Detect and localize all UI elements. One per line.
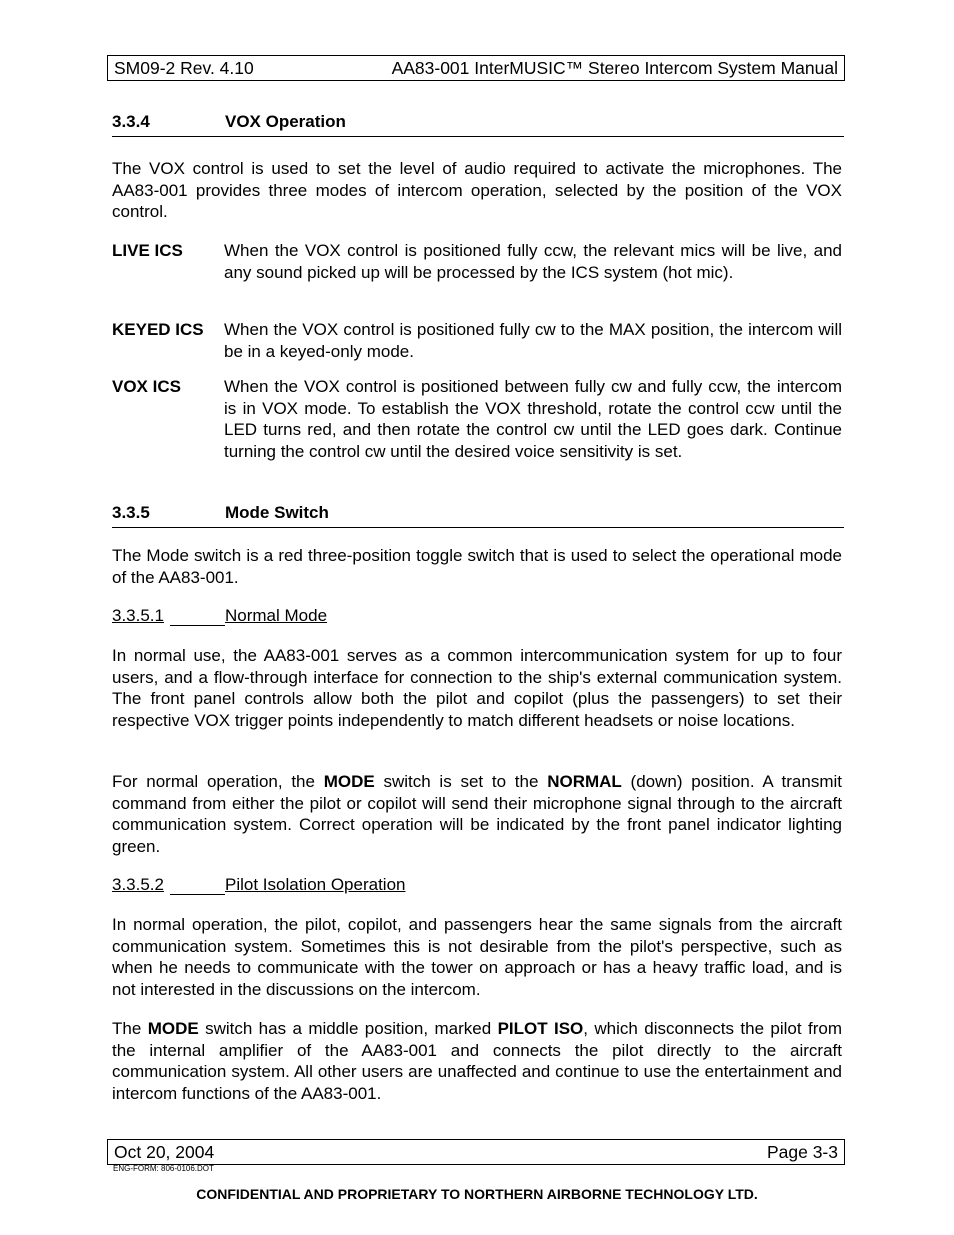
subsection-number: 3.3.5.1 xyxy=(112,606,164,625)
mode-keyword: MODE xyxy=(147,1019,199,1038)
mode-desc-keyed-ics: When the VOX control is positioned fully cw to the MAX position, the intercom will be in a keyed-only mode. xyxy=(224,320,842,361)
form-id: ENG-FORM: 806-0106.DOT xyxy=(113,1164,214,1173)
mode-desc-vox-ics: When the VOX control is positioned between fully cw and fully ccw, the intercom is in VOX mode. To establish the VOX threshold, rotate the control ccw until the LED turns red, and then rotate the control cw until the LED goes dark. Continue turning the control cw until the desired voice sensitivity is set. xyxy=(224,377,842,461)
section-title: Mode Switch xyxy=(225,503,329,522)
normal-mode-paragraph-1: In normal use, the AA83-001 serves as a common intercommunication system for up to four users, and a flow-through interface for connection to the ship's external communication system. The front panel controls allow both the pilot and copilot (plus the passengers) to set their respective VOX trigger points independently to match different headsets or noise locations. xyxy=(112,646,842,730)
page-header xyxy=(107,55,845,81)
mode-desc-live-ics: When the VOX control is positioned fully ccw, the relevant mics will be live, and any sound picked up will be processed by the ICS system (hot mic). xyxy=(224,241,842,282)
pilot-isolation-paragraph-2: The MODE switch has a middle position, marked PILOT ISO, which disconnects the pilot from the internal amplifier of the AA83-001 and connects the pilot directly to the aircraft communication system. All other users are unaffected and continue to use the entertainment and intercom functions of the AA83-001. xyxy=(112,1019,842,1103)
section-number: 3.3.5 xyxy=(112,503,150,522)
subsection-title: Normal Mode xyxy=(225,606,328,625)
page-number: Page 3-3 xyxy=(766,1141,838,1162)
page-footer xyxy=(107,1139,845,1165)
mode-term-keyed-ics: KEYED ICS xyxy=(112,320,204,339)
section-heading-vox-operation xyxy=(112,112,844,137)
confidentiality-notice: CONFIDENTIAL AND PROPRIETARY TO NORTHERN AIRBORNE TECHNOLOGY LTD. xyxy=(196,1186,758,1202)
section-title: VOX Operation xyxy=(225,112,346,131)
document-title: AA83-001 InterMUSIC™ Stereo Intercom System Manual xyxy=(391,57,838,78)
section-heading-mode-switch xyxy=(112,503,844,528)
document-id: SM09-2 Rev. 4.10 xyxy=(114,57,254,78)
pilot-iso-keyword: PILOT ISO xyxy=(497,1019,584,1038)
vox-intro-paragraph: The VOX control is used to set the level of audio required to activate the microphones. The AA83-001 provides three modes of intercom operation, selected by the position of the VOX control. xyxy=(112,159,842,222)
mode-keyword: MODE xyxy=(323,772,375,791)
mode-term-live-ics: LIVE ICS xyxy=(112,241,183,260)
mode-term-vox-ics: VOX ICS xyxy=(112,377,181,396)
section-number: 3.3.4 xyxy=(112,112,150,131)
subsection-title: Pilot Isolation Operation xyxy=(225,875,406,894)
subsection-number: 3.3.5.2 xyxy=(112,875,164,894)
pilot-isolation-paragraph-1: In normal operation, the pilot, copilot, and passengers hear the same signals from the aircraft communication system. Sometimes this is not desirable from the pilot's perspective, such as when he needs to communicate with the tower on approach or has a heavy traffic load, and is not interested in the discussions on the intercom. xyxy=(112,915,842,999)
heading-underline-gap xyxy=(170,875,225,895)
mode-switch-intro-paragraph: The Mode switch is a red three-position toggle switch that is used to select the operational mode of the AA83-001. xyxy=(112,546,842,587)
heading-underline-gap xyxy=(170,606,225,626)
normal-mode-paragraph-2: For normal operation, the MODE switch is set to the NORMAL (down) position. A transmit command from either the pilot or copilot will send their microphone signal through to the aircraft communication system. Correct operation will be indicated by the front panel indicator lighting green. xyxy=(112,772,842,856)
normal-keyword: NORMAL xyxy=(547,772,622,791)
document-date: Oct 20, 2004 xyxy=(114,1141,215,1162)
